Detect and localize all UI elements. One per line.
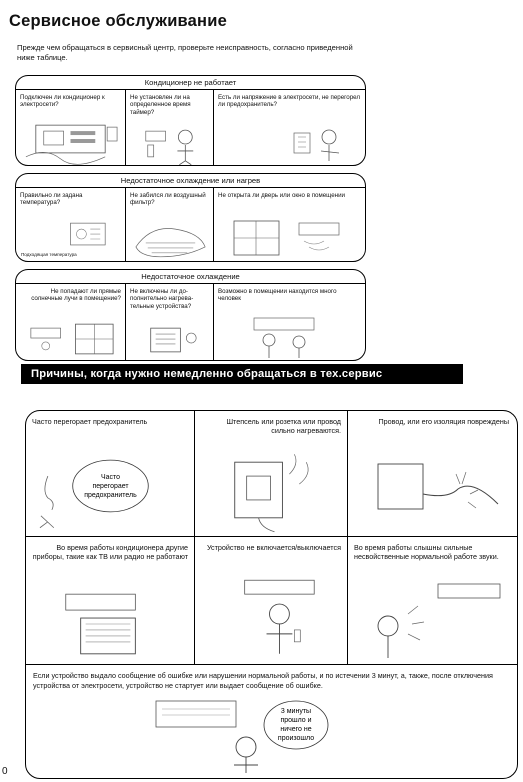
urgent-text: Провод, или его изоляция повреждены: [378, 417, 509, 426]
intro-text: Прежде чем обращаться в сервисный центр, проверьте неисправность, согласно приведенной ниже таблице.: [17, 43, 353, 62]
bubble-line: перегорает: [92, 482, 129, 490]
plug-sketch-icon: [16, 117, 125, 165]
check-cell-door-window: [214, 188, 365, 261]
bubble-line: Часто: [101, 474, 120, 482]
window-sketch-icon: [214, 215, 365, 261]
check-text: Не забился ли воздушный фильтр?: [130, 192, 206, 207]
check-cell-filter: [126, 188, 214, 261]
urgent-service-table: [25, 410, 518, 779]
filter-sketch-icon: [126, 217, 213, 261]
hot-plug-sketch-icon: [195, 444, 347, 536]
urgent-text: Во время работы кондиционера другие приборы, такие как ТВ или радио не работают: [32, 543, 188, 561]
urgent-cell-interference: [26, 537, 195, 664]
check-text: Правильно ли задана температура?: [20, 192, 83, 207]
check-text: Не попадают ли прямые солнечные лучи в помещение?: [31, 288, 121, 303]
check-text: Возможно в помещении находится много человек: [218, 288, 337, 303]
woman-remote-sketch-icon: [195, 568, 347, 664]
check-cell-fuse: [214, 90, 365, 165]
panel-title: Кондиционер не работает: [16, 76, 365, 90]
urgent-cell-noise: [348, 537, 515, 664]
urgent-cell-no-start: [195, 537, 348, 664]
noise-sketch-icon: [348, 574, 515, 664]
page-title: Сервисное обслуживание: [9, 12, 227, 30]
urgent-cell-cable-damaged: [348, 411, 515, 536]
panel-title: Недостаточное охлаждение или нагрев: [16, 174, 365, 188]
urgent-text: Во время работы слышны сильные несвойственные нормальной работе звуки.: [354, 543, 499, 561]
check-text: Не установлен ли на определенное время таймер?: [130, 94, 191, 116]
urgent-text: Часто перегорает предохранитель: [32, 417, 148, 426]
check-cell-people: [214, 284, 365, 360]
person-remote-sketch-icon: [126, 123, 213, 165]
fuse-bubble-sketch-icon: [26, 436, 194, 536]
check-cell-sunlight: [16, 284, 126, 360]
check-text: Не включены ли до- полнительно нагрева- тельные устройства?: [130, 288, 194, 310]
urgent-text: Если устройство выдало сообщение об ошибке или нарушении нормальной работы, и по истечении 3 минут, а, также, после отключения устройства от электросети, устройство не стартует или выдает сообщение об ошибке.: [33, 671, 493, 690]
check-cell-timer: [126, 90, 214, 165]
damaged-cable-sketch-icon: [348, 444, 515, 536]
urgent-cell-plug-hot: [195, 411, 348, 536]
panel-not-working: [15, 75, 366, 166]
bubble-line: прошло и: [280, 717, 312, 724]
page-number: 0: [2, 766, 8, 777]
sun-window-sketch-icon: [16, 320, 125, 360]
check-cell-temperature: [16, 188, 126, 261]
urgent-cell-fuse: [26, 411, 195, 536]
panel-title: Недостаточное охлаждение: [16, 270, 365, 284]
check-text: Подключен ли кондиционер к электросети?: [20, 94, 105, 109]
tv-radio-sketch-icon: [26, 584, 194, 664]
check-cell-heaters: [126, 284, 214, 360]
heater-sketch-icon: [126, 322, 213, 360]
bubble-line: ничего не: [280, 726, 312, 733]
urgent-service-banner: Причины, когда нужно немедленно обращаться в тех.сервис: [21, 364, 463, 384]
panel-insufficient-cooling-heating: [15, 173, 366, 262]
wait-3-minutes-sketch-icon: [146, 695, 366, 773]
urgent-text: Устройство не включается/выключается: [206, 543, 341, 552]
bubble-line: предохранитель: [84, 491, 137, 499]
check-cell-power: [16, 90, 126, 165]
panel-insufficient-cooling: [15, 269, 366, 361]
fuse-person-sketch-icon: [214, 123, 365, 165]
urgent-error-message-cell: [26, 665, 517, 778]
bubble-line: 3 минуты: [280, 708, 312, 715]
bubble-line: произошло: [277, 735, 315, 742]
check-text: Есть ли напряжение в электросети, не перегорел ли предохранитель?: [218, 94, 360, 109]
suitable-temperature-note: Подходящая температура: [21, 251, 77, 257]
urgent-text: Штепсель или розетка или провод сильно нагреваются.: [226, 417, 341, 435]
check-text: Не открыта ли дверь или окно в помещении: [218, 192, 345, 199]
people-sketch-icon: [214, 314, 365, 360]
